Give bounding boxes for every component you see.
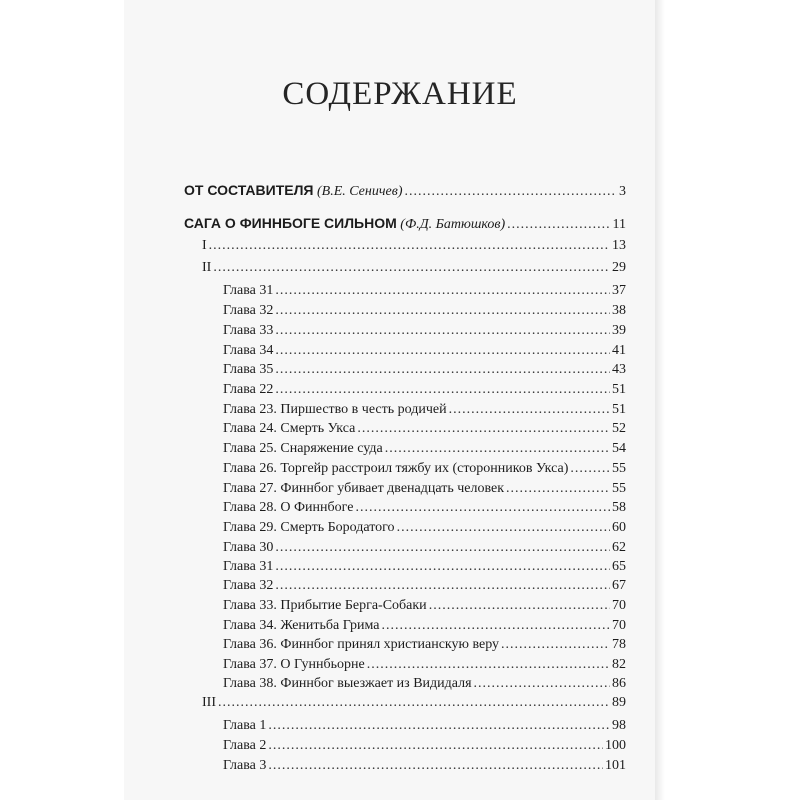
toc-entry bbox=[223, 717, 626, 735]
dot-leader bbox=[474, 675, 610, 693]
page-number: 100 bbox=[605, 738, 626, 753]
toc-entry bbox=[184, 214, 626, 234]
dot-leader bbox=[275, 539, 610, 557]
dot-leader bbox=[367, 656, 610, 674]
page-number: 82 bbox=[612, 657, 626, 672]
section-heading: ОТ СОСТАВИТЕЛЯ bbox=[184, 182, 314, 198]
toc-entry-title: II bbox=[202, 260, 212, 275]
toc-entry-title: Глава 26. Торгейр расстроил тяжбу их (сторонников Укса) bbox=[223, 461, 569, 476]
toc-entry bbox=[223, 757, 626, 775]
page-number: 60 bbox=[612, 520, 626, 535]
toc-entry bbox=[223, 617, 626, 635]
toc-entry-title: Глава 23. Пиршество в честь родичей bbox=[223, 402, 447, 417]
dot-leader bbox=[275, 558, 610, 576]
toc-entry-title: Глава 28. О Финнбоге bbox=[223, 500, 354, 515]
dot-leader bbox=[507, 216, 610, 234]
page-number: 43 bbox=[612, 362, 626, 377]
section-heading: САГА О ФИННБОГЕ СИЛЬНОМ bbox=[184, 215, 397, 231]
dot-leader bbox=[268, 757, 603, 775]
toc-entry-title: Глава 25. Снаряжение суда bbox=[223, 441, 383, 456]
toc-entry-title: Глава 31 bbox=[223, 283, 274, 298]
dot-leader bbox=[275, 342, 610, 360]
toc-entry-title: Глава 38. Финнбог выезжает из Видидаля bbox=[223, 676, 472, 691]
page-number: 89 bbox=[612, 695, 626, 710]
toc-entry-title: Глава 3 bbox=[223, 758, 267, 773]
dot-leader bbox=[209, 237, 610, 255]
page-number: 62 bbox=[612, 540, 626, 555]
toc-entry bbox=[223, 361, 626, 379]
toc-entry-title: Глава 30 bbox=[223, 540, 274, 555]
toc-entry-title: Глава 32 bbox=[223, 578, 274, 593]
toc-entry-title: Глава 27. Финнбог убивает двенадцать человек bbox=[223, 481, 505, 496]
page-number: 51 bbox=[612, 402, 626, 417]
toc-entry bbox=[223, 322, 626, 340]
page-number: 98 bbox=[612, 718, 626, 733]
toc-entry bbox=[223, 675, 626, 693]
toc-entry bbox=[223, 401, 626, 419]
page-number: 38 bbox=[612, 303, 626, 318]
toc-entry bbox=[223, 460, 626, 478]
toc-entry-title bbox=[184, 181, 402, 201]
dot-leader bbox=[218, 694, 610, 712]
toc-entry bbox=[202, 694, 626, 712]
toc-entry-title: Глава 32 bbox=[223, 303, 274, 318]
dot-leader bbox=[275, 302, 610, 320]
page-number: 52 bbox=[612, 421, 626, 436]
dot-leader bbox=[275, 282, 610, 300]
toc-entry-title bbox=[184, 214, 505, 234]
page-number: 37 bbox=[612, 283, 626, 298]
toc-entry-title: Глава 2 bbox=[223, 738, 267, 753]
toc-entry-title: Глава 36. Финнбог принял христианскую веру bbox=[223, 637, 500, 652]
page-number: 101 bbox=[605, 758, 626, 773]
dot-leader bbox=[268, 737, 603, 755]
page-number: 29 bbox=[612, 260, 626, 275]
dot-leader bbox=[275, 381, 610, 399]
dot-leader bbox=[355, 499, 610, 517]
toc-entry bbox=[223, 636, 626, 654]
page-number: 11 bbox=[612, 217, 626, 232]
dot-leader bbox=[570, 460, 610, 478]
toc-entry bbox=[223, 420, 626, 438]
toc-entry bbox=[223, 737, 626, 755]
toc-entry bbox=[223, 558, 626, 576]
dot-leader bbox=[275, 577, 610, 595]
toc-entry bbox=[223, 656, 626, 674]
toc-entry-title: Глава 34 bbox=[223, 343, 274, 358]
toc-entry-title: Глава 35 bbox=[223, 362, 274, 377]
dot-leader bbox=[429, 597, 610, 615]
toc-entry bbox=[223, 577, 626, 595]
toc-entry-title: Глава 37. О Гуннбьорне bbox=[223, 657, 365, 672]
toc-entry-title: Глава 33 bbox=[223, 323, 274, 338]
page-number: 67 bbox=[612, 578, 626, 593]
page-number: 55 bbox=[612, 461, 626, 476]
toc-entry bbox=[223, 597, 626, 615]
dot-leader bbox=[397, 519, 610, 537]
toc-entry bbox=[223, 480, 626, 498]
toc-entry-title: III bbox=[202, 695, 216, 710]
dot-leader bbox=[385, 440, 610, 458]
page-number: 41 bbox=[612, 343, 626, 358]
toc-entry-title: Глава 24. Смерть Укса bbox=[223, 421, 356, 436]
page-number: 54 bbox=[612, 441, 626, 456]
page-number: 70 bbox=[612, 618, 626, 633]
page-title: СОДЕРЖАНИЕ bbox=[282, 76, 518, 112]
page-number: 86 bbox=[612, 676, 626, 691]
dot-leader bbox=[275, 361, 610, 379]
dot-leader bbox=[357, 420, 610, 438]
section-author: (В.Е. Сеничев) bbox=[316, 184, 403, 199]
toc-entry bbox=[223, 519, 626, 537]
toc-entry-title: Глава 34. Женитьба Грима bbox=[223, 618, 380, 633]
toc-entry bbox=[184, 181, 626, 201]
toc-entry bbox=[223, 381, 626, 399]
toc-entry-title: I bbox=[202, 238, 207, 253]
toc-entry bbox=[202, 259, 626, 277]
page-number: 51 bbox=[612, 382, 626, 397]
dot-leader bbox=[381, 617, 610, 635]
dot-leader bbox=[449, 401, 610, 419]
toc-entry bbox=[223, 499, 626, 517]
toc-entry bbox=[223, 440, 626, 458]
toc-entry bbox=[223, 539, 626, 557]
toc-entry-title: Глава 1 bbox=[223, 718, 267, 733]
toc-entry-title: Глава 31 bbox=[223, 559, 274, 574]
page-edge bbox=[655, 0, 665, 800]
toc-entry-title: Глава 33. Прибытие Берга-Собаки bbox=[223, 598, 427, 613]
toc-entry bbox=[223, 302, 626, 320]
page-number: 13 bbox=[612, 238, 626, 253]
dot-leader bbox=[506, 480, 610, 498]
toc-entry-title: Глава 29. Смерть Бородатого bbox=[223, 520, 395, 535]
section-author: (Ф.Д. Батюшков) bbox=[400, 217, 506, 232]
toc-entry-title: Глава 22 bbox=[223, 382, 274, 397]
dot-leader bbox=[501, 636, 610, 654]
page-number: 55 bbox=[612, 481, 626, 496]
dot-leader bbox=[213, 259, 610, 277]
dot-leader bbox=[268, 717, 610, 735]
dot-leader bbox=[275, 322, 610, 340]
toc-entry bbox=[202, 237, 626, 255]
toc-entry bbox=[223, 282, 626, 300]
toc-entry bbox=[223, 342, 626, 360]
page-number: 3 bbox=[619, 184, 626, 199]
page-number: 39 bbox=[612, 323, 626, 338]
page-number: 58 bbox=[612, 500, 626, 515]
dot-leader bbox=[404, 183, 617, 201]
page-number: 65 bbox=[612, 559, 626, 574]
page-number: 70 bbox=[612, 598, 626, 613]
page-number: 78 bbox=[612, 637, 626, 652]
